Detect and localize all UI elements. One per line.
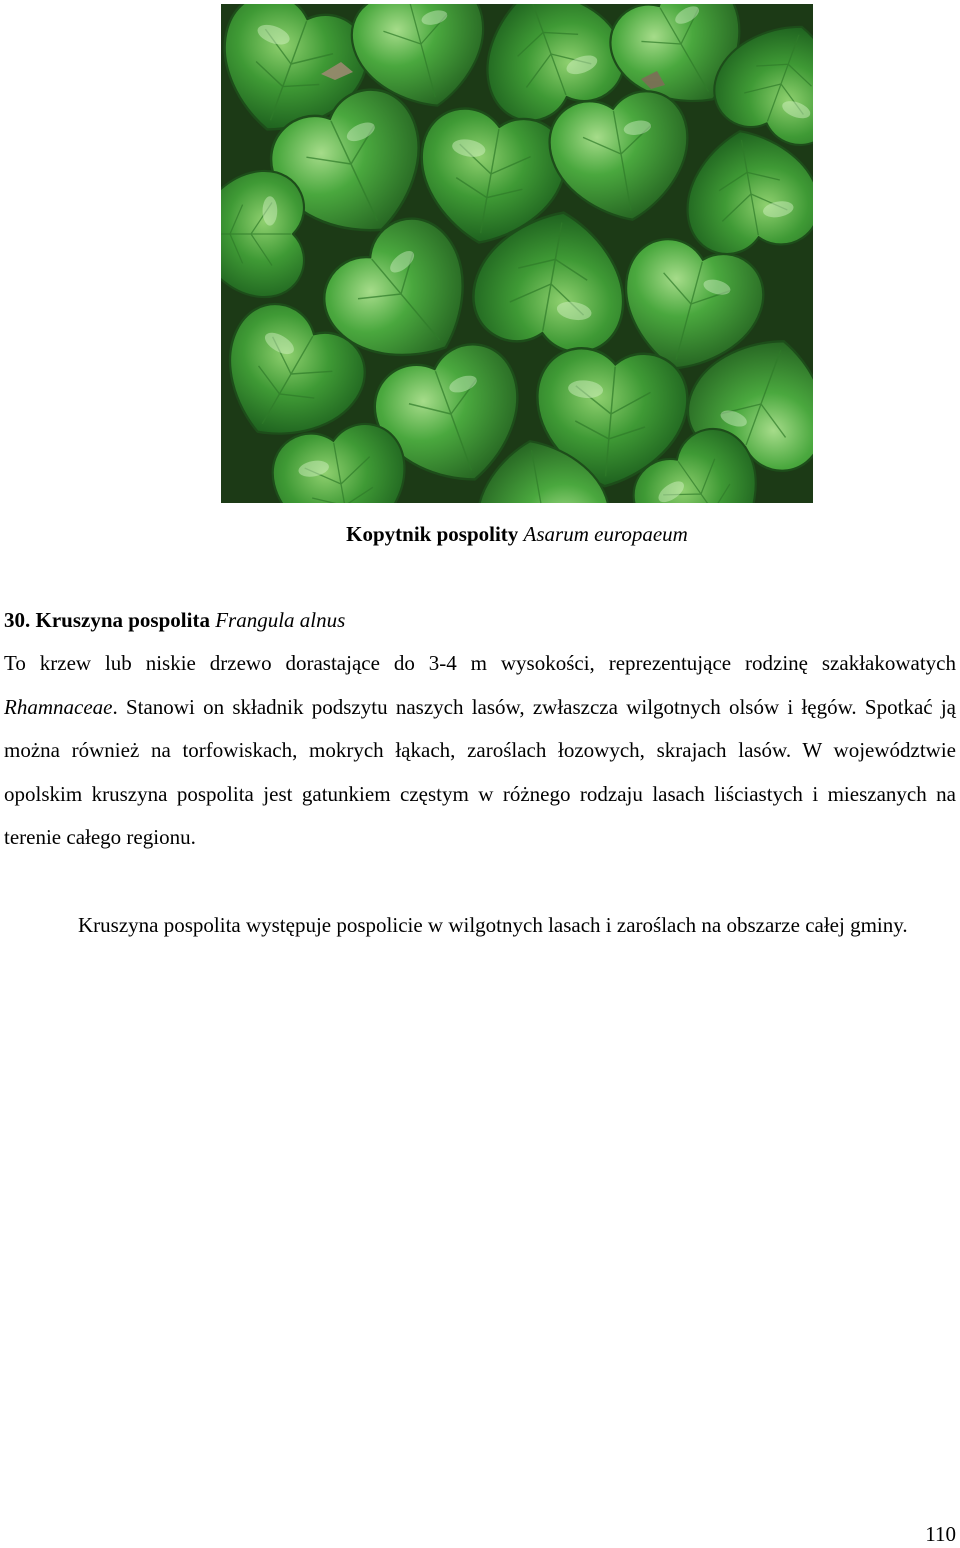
paragraph-local-occurrence: Kruszyna pospolita występuje pospolicie w wilgotnych lasach i zaroślach na obszarze całej gminy. bbox=[78, 913, 908, 937]
figure-caption bbox=[0, 520, 960, 548]
caption-latin-name: Asarum europaeum bbox=[523, 522, 688, 546]
asarum-leaves-photo bbox=[221, 4, 813, 503]
section-latin-name: Frangula alnus bbox=[215, 608, 346, 632]
caption-common-name: Kopytnik pospolity bbox=[346, 522, 519, 546]
section-heading bbox=[4, 606, 345, 634]
paragraph1-part1: To krzew lub niskie drzewo dorastające do 3-4 m wysokości, reprezentujące rodzinę szakłakowatych bbox=[4, 651, 956, 675]
paragraph1-part2: . Stanowi on składnik podszytu naszych lasów, zwłaszcza wilgotnych olsów i łęgów. Spotkać ją można również na torfowiskach, mokrych łąkach, zaroślach łozowych, skrajach lasów. W województwie opolskim kruszyna pospolita jest gatunkiem częstym w różnego rodzaju lasach liściastych i mieszanych na terenie całego regionu. bbox=[4, 694, 956, 850]
family-latin-name: Rhamnaceae bbox=[4, 694, 113, 719]
section-number-title: 30. Kruszyna pospolita bbox=[4, 608, 210, 632]
page-number: 110 bbox=[925, 1522, 956, 1546]
paragraph-description bbox=[4, 642, 956, 860]
